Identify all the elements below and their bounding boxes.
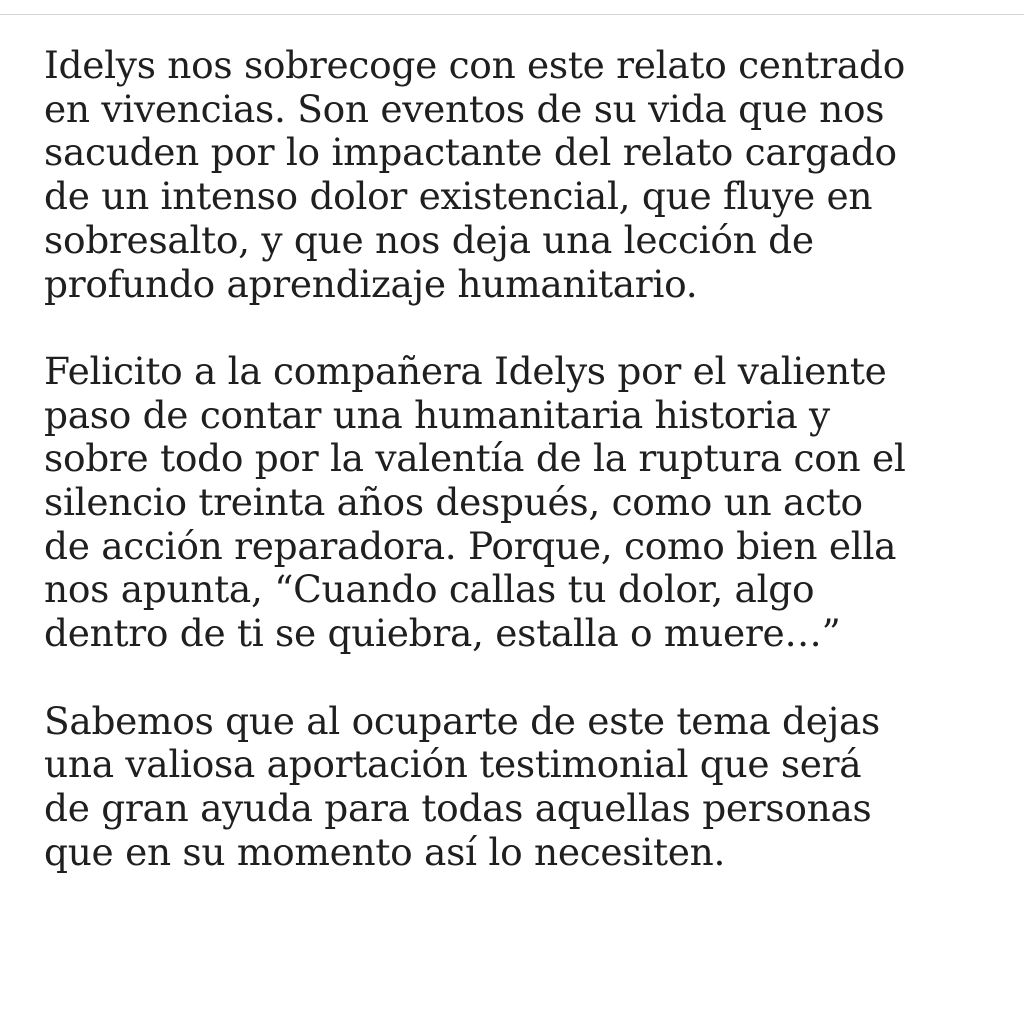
article-body bbox=[44, 44, 1004, 918]
paragraph-2 bbox=[44, 350, 1004, 656]
paragraph-3 bbox=[44, 700, 1004, 875]
text-line: Idelys nos sobrecoge con este relato centrado bbox=[44, 43, 905, 87]
text-line: silencio treinta años después, como un acto bbox=[44, 480, 863, 525]
text-line: de gran ayuda para todas aquellas personas bbox=[44, 785, 872, 830]
text-line: una valiosa aportación testimonial que será bbox=[44, 742, 862, 787]
text-line: de un intenso dolor existencial, que fluye en bbox=[44, 174, 873, 219]
text-line: Sabemos que al ocuparte de este tema dejas bbox=[44, 698, 880, 743]
text-line: nos apunta, “Cuando callas tu dolor, algo bbox=[44, 567, 815, 612]
text-line: sacuden por lo impactante del relato cargado bbox=[44, 130, 897, 175]
text-line: dentro de ti se quiebra, estalla o muere…” bbox=[44, 611, 841, 656]
text-line: Felicito a la compañera Idelys por el valiente bbox=[44, 348, 887, 393]
text-line: paso de contar una humanitaria historia y bbox=[44, 392, 830, 437]
paragraph-1 bbox=[44, 44, 1004, 306]
text-line: sobre todo por la valentía de la ruptura con el bbox=[44, 436, 906, 481]
text-line: profundo aprendizaje humanitario. bbox=[44, 261, 698, 306]
top-divider bbox=[0, 14, 1024, 15]
text-line: en vivencias. Son eventos de su vida que nos bbox=[44, 86, 885, 131]
text-line: de acción reparadora. Porque, como bien ella bbox=[44, 523, 897, 568]
text-line: sobresalto, y que nos deja una lección de bbox=[44, 217, 814, 262]
text-line: que en su momento así lo necesiten. bbox=[44, 829, 726, 874]
